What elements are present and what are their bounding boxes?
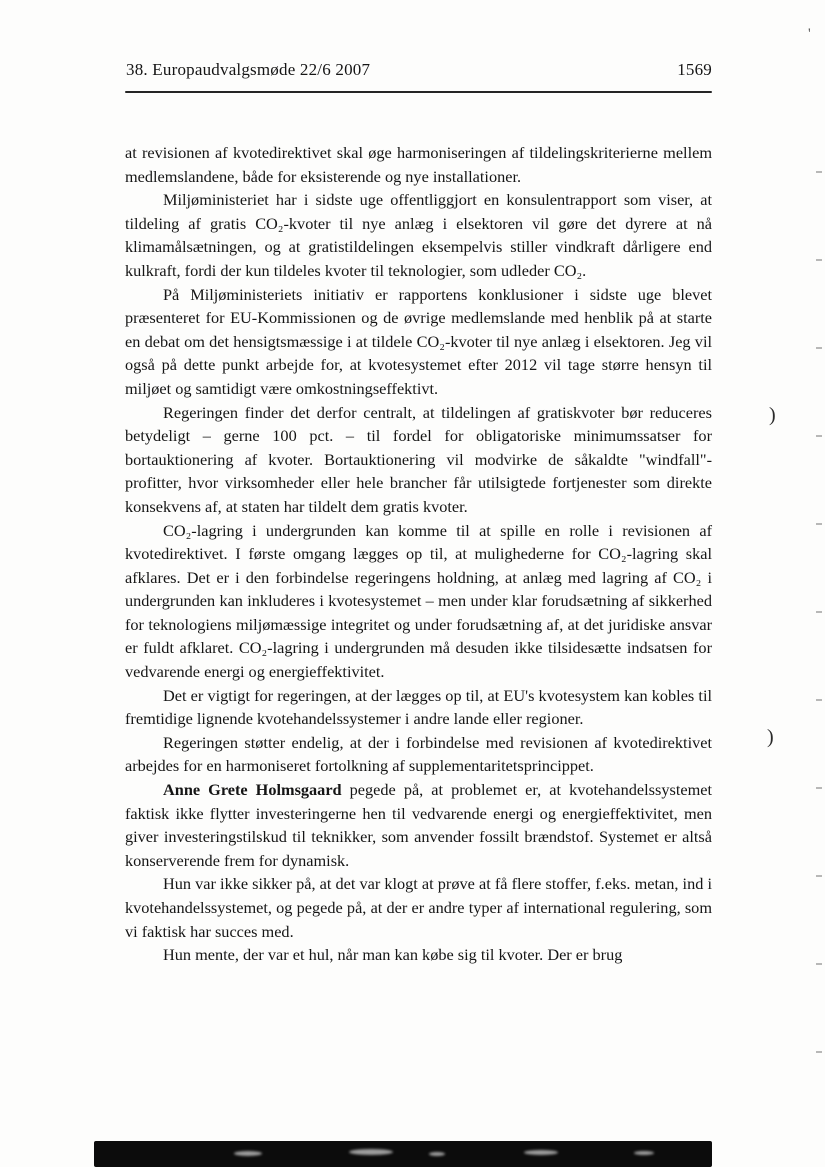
scan-artifact-strip [94, 1141, 712, 1167]
paragraph: Det er vigtigt for regeringen, at der lægges op til, at EU's kvotesystem kan kobles til fremtidige lignende kvotehandelssystemer i andre lande eller regioner. [125, 685, 712, 729]
paragraph: CO₂-lagring i undergrunden kan komme til at spille en rolle i revisionen af kvotedirektivet. I første omgang lægges op til, at mulighederne for CO₂-lagring skal afklares. Det er i den forbindelse regeringens holdning, at anlæg med lagring af CO₂ i undergrunden kan inkluderes i kvotesystemet – men under klar forudsætning af sikkerhed for teknologiens miljømæssige integritet og under forudsætning af, at det juridiske ansvar er fuldt afklaret. CO₂-lagring i undergrunden må desuden ikke tilsidesætte indsatsen for vedvarende energi og energieffektivitet. [125, 520, 712, 682]
paragraph: Anne Grete Holmsgaard pegede på, at problemet er, at kvotehandelssystemet faktisk ikke flytter investeringerne hen til vedvarende energi og energieffektivitet, men giver investeringstilskud til teknikker, som anvender fossilt brændstof. Systemet er altså konserverende frem for dynamisk. [125, 780, 712, 870]
paragraph: at revisionen af kvotedirektivet skal øge harmoniseringen af tildelingskriterierne mellem medlemslandene, både for eksisterende og nye installationer. [125, 143, 712, 186]
paragraph: Miljøministeriet har i sidste uge offentliggjort en konsulentrapport som viser, at tildeling af gratis CO₂-kvoter til nye anlæg i elsektoren vil gøre det dyrere at nå klimamålsætningen, og at gratistildelingen eksempelvis stiller vindkraft dårligere end kulkraft, fordi der kun tildeles kvoter til teknologier, som udleder CO₂. [125, 190, 712, 280]
document-body [125, 141, 712, 967]
scan-smudge [429, 1152, 445, 1156]
paragraph: Hun var ikke sikker på, at det var klogt at prøve at få flere stoffer, f.eks. metan, ind i kvotehandelssystemet, og pegede på, at der er andre typer af international regulering, som vi faktisk har succes med. [125, 874, 712, 941]
paragraph: Regeringen støtter endelig, at der i forbindelse med revisionen af kvotedirektivet arbejdes for en harmoniseret fortolkning af supplementaritetsprincippet. [125, 732, 712, 776]
speaker-name: Anne Grete Holmsgaard [163, 780, 342, 800]
header-title: 38. Europaudvalgsmøde 22/6 2007 [126, 60, 371, 79]
page-number: 1569 [677, 60, 712, 79]
paragraph: Hun mente, der var et hul, når man kan købe sig til kvoter. Der er brug [163, 945, 623, 965]
scan-smudge [634, 1151, 654, 1155]
scan-edge-noise [816, 85, 822, 1115]
paragraph: På Miljøministeriets initiativ er rapportens konklusioner i sidste uge blevet præsenteret for EU-Kommissionen og de øvrige medlemslande med henblik på at starte en debat om det hensigtsmæssige i at tildele CO₂-kvoter til nye anlæg i elsektoren. Jeg vil også på dette punkt arbejde for, at kvotesystemet efter 2012 vil tage større hensyn til miljøet og samtidigt være omkostningseffektivt. [125, 284, 712, 398]
page-header [126, 60, 712, 80]
scan-smudge [349, 1149, 393, 1155]
scan-corner-mark: ' [808, 26, 811, 42]
scan-smudge [234, 1151, 262, 1156]
scan-margin-mark: ) [767, 726, 774, 748]
header-rule [125, 91, 712, 93]
scan-margin-mark: ) [769, 404, 776, 426]
paragraph: Regeringen finder det derfor centralt, at tildelingen af gratiskvoter bør reduceres betydeligt – gerne 100 pct. – til fordel for obligatoriske minimumssatser for bortauktionering af kvoter. Bortauktionering vil modvirke de såkaldte "windfall"-profitter, hvor virksomheder eller hele brancher får utilsigtede fortjenester som direkte konsekvens af, at staten har tildelt dem gratis kvoter. [125, 402, 712, 516]
scan-smudge [524, 1150, 558, 1155]
